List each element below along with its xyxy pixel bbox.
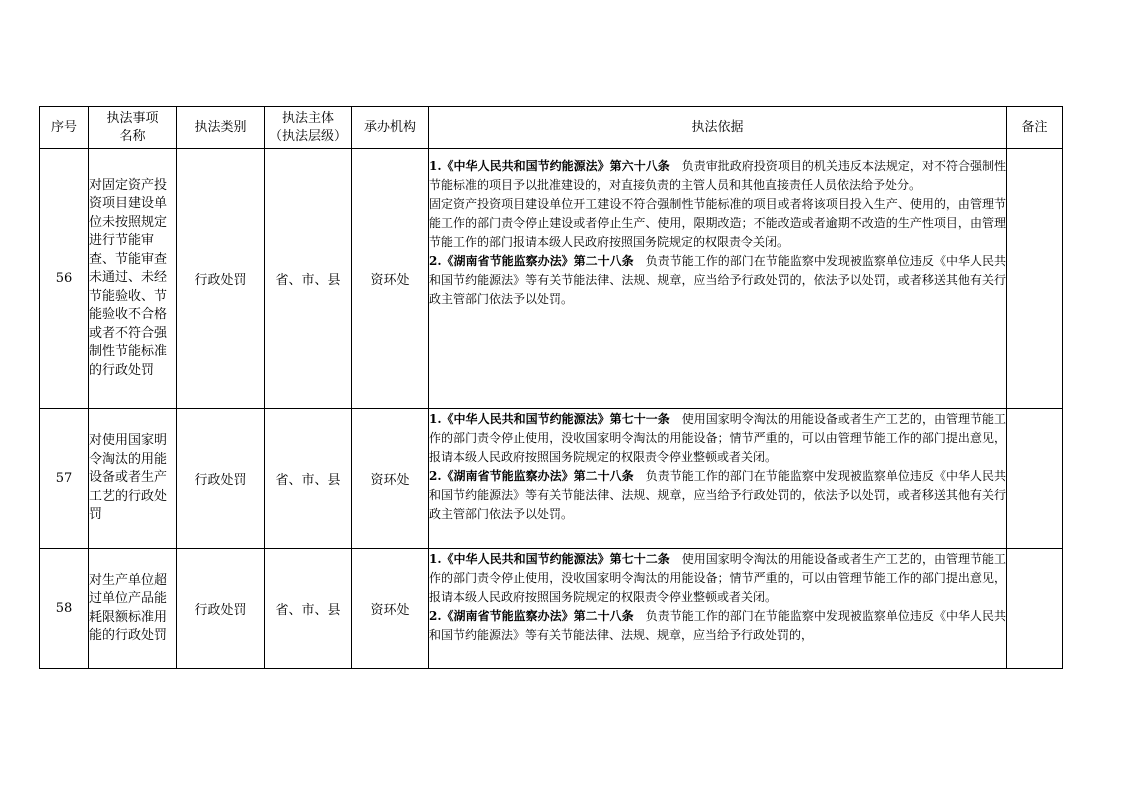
law-text: 使用国家明令淘汰的用能设备或者生产工艺的，由管理节能工作的部门责令停止使用，没收国家明令淘汰的用能设备；情节严重的，可以由管理节能工作的部门提出意见，报请本级人民政府按照国务院规定的权限责令停业整顿或者关闭。 xyxy=(429,412,1006,464)
row-basis xyxy=(429,149,1007,409)
law-text: 负责节能工作的部门在节能监察中发现被监察单位违反《中华人民共和国节约能源法》等有关节能法律、法规、规章，应当给予行政处罚的，依法予以处罚，或者移送其他有关行政主管部门依法予以处罚。 xyxy=(429,254,1006,306)
law-citation: 1.《中华人民共和国节约能源法》第七十二条 xyxy=(429,552,670,566)
row-agency: 资环处 xyxy=(352,409,429,549)
row-category: 行政处罚 xyxy=(177,409,265,549)
law-text: 固定资产投资项目建设单位开工建设不符合强制性节能标准的项目或者将该项目投入生产、使用的，由管理节能工作的部门责令停止建设或者停止生产、使用，限期改造；不能改造或者逾期不改造的生产性项目，由管理节能工作的部门报请本级人民政府按照国务院规定的权限责令关闭。 xyxy=(429,197,1006,249)
row-remark xyxy=(1007,549,1063,669)
row-agency: 资环处 xyxy=(352,549,429,669)
row-category: 行政处罚 xyxy=(177,549,265,669)
header-agency: 承办机构 xyxy=(352,107,429,149)
basis-paragraph xyxy=(429,252,1006,309)
basis-paragraph xyxy=(429,607,1006,645)
law-text: 负责节能工作的部门在节能监察中发现被监察单位违反《中华人民共和国节约能源法》等有关节能法律、法规、规章，应当给予行政处罚的， xyxy=(429,609,1006,642)
header-item-name xyxy=(89,107,177,149)
law-citation: 1.《中华人民共和国节约能源法》第六十八条 xyxy=(429,159,670,173)
law-citation: 2.《湖南省节能监察办法》第二十八条 xyxy=(429,469,634,483)
law-text: 使用国家明令淘汰的用能设备或者生产工艺的，由管理节能工作的部门责令停止使用，没收国家明令淘汰的用能设备；情节严重的，可以由管理节能工作的部门提出意见，报请本级人民政府按照国务院规定的权限责令停业整顿或者关闭。 xyxy=(429,552,1006,604)
row-basis xyxy=(429,549,1007,669)
row-remark xyxy=(1007,149,1063,409)
row-item-name: 对使用国家明令淘汰的用能设备或者生产工艺的行政处罚 xyxy=(89,409,177,549)
table-row xyxy=(40,149,1063,409)
header-basis: 执法依据 xyxy=(429,107,1007,149)
row-seq: 56 xyxy=(40,149,89,409)
basis-paragraph xyxy=(429,550,1006,607)
row-remark xyxy=(1007,409,1063,549)
basis-paragraph xyxy=(429,467,1006,524)
row-level: 省、市、县 xyxy=(265,149,352,409)
law-text: 负责节能工作的部门在节能监察中发现被监察单位违反《中华人民共和国节约能源法》等有关节能法律、法规、规章，应当给予行政处罚的，依法予以处罚，或者移送其他有关行政主管部门依法予以处罚。 xyxy=(429,469,1006,521)
row-item-name: 对生产单位超过单位产品能耗限额标准用能的行政处罚 xyxy=(89,549,177,669)
header-subject-line2: （执法层级） xyxy=(268,128,347,144)
row-seq: 58 xyxy=(40,549,89,669)
basis-paragraph xyxy=(429,157,1006,195)
row-item-name: 对固定资产投资项目建设单位未按照规定进行节能审查、节能审查未通过、未经节能验收、节能验收不合格或者不符合强制性节能标准的行政处罚 xyxy=(89,149,177,409)
header-category: 执法类别 xyxy=(177,107,265,149)
header-item-line1: 执法事项 xyxy=(106,110,159,126)
basis-paragraph xyxy=(429,410,1006,467)
law-citation: 2.《湖南省节能监察办法》第二十八条 xyxy=(429,609,634,623)
enforcement-table xyxy=(39,106,1063,669)
basis-paragraph xyxy=(429,195,1006,252)
row-category: 行政处罚 xyxy=(177,149,265,409)
law-citation: 1.《中华人民共和国节约能源法》第七十一条 xyxy=(429,412,670,426)
header-remark: 备注 xyxy=(1007,107,1063,149)
row-level: 省、市、县 xyxy=(265,549,352,669)
header-row xyxy=(40,107,1063,149)
header-item-line2: 名称 xyxy=(119,128,146,144)
header-subject-line1: 执法主体 xyxy=(281,110,334,126)
row-seq: 57 xyxy=(40,409,89,549)
law-citation: 2.《湖南省节能监察办法》第二十八条 xyxy=(429,254,634,268)
row-basis xyxy=(429,409,1007,549)
header-subject xyxy=(265,107,352,149)
header-seq: 序号 xyxy=(40,107,89,149)
law-text: 负责审批政府投资项目的机关违反本法规定，对不符合强制性节能标准的项目予以批准建设的，对直接负责的主管人员和其他直接责任人员依法给予处分。 xyxy=(429,159,1006,192)
row-level: 省、市、县 xyxy=(265,409,352,549)
table-row xyxy=(40,549,1063,669)
row-agency: 资环处 xyxy=(352,149,429,409)
table-row xyxy=(40,409,1063,549)
